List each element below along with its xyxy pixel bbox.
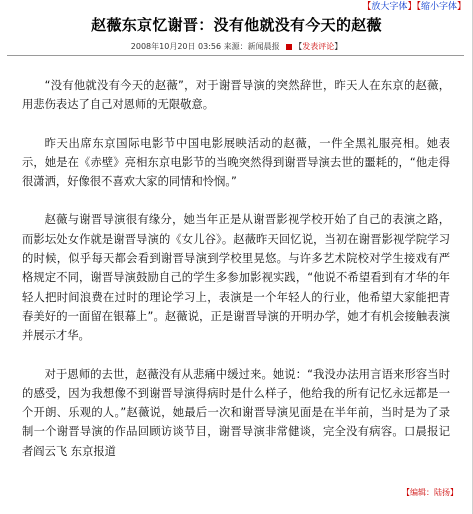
shrink-font-link[interactable]: 缩小字体 [420,2,457,12]
bracket-close: 】 [450,488,458,497]
article-paragraph-3: 赵薇与谢晋导演很有缘分，她当年正是从谢晋影视学校开始了自己的表演之路，而影坛处女作就是谢晋导演的《女儿谷》。赵薇昨天回忆说，当初在谢晋影视学院学习的时候，似乎每天都会看到谢晋导演到学校里晃悠。与许多艺术院校对学生接戏有严格规定不同，谢晋导演鼓励自己的学生多参加影视实践，“他说不希望看到有才华的年轻人把时间浪费在过时的理论学习上，表演是一个年轻人的行业，他希望大家能把青春美好的一面留在银幕上”。赵薇说，正是谢晋导演的开明办学，她才有机会接触表演并展示才华。 [22,213,450,343]
enlarge-font-link[interactable]: 放大字体 [371,2,408,12]
bracket-close: 】 [334,42,343,51]
bracket-open: 【 [402,488,410,497]
editor-name: 陆扬 [434,488,450,497]
article-paragraph-1: “没有他就没有今天的赵薇”，对于谢晋导演的突然辞世，昨天人在东京的赵薇，用悲伤表达了自己对恩师的无限敬意。 [22,79,450,112]
article-paragraph-4: 对于恩师的去世，赵薇没有从悲痛中缓过来。她说：“我没办法用言语来形容当时的感受，因为我想像不到谢晋导演得病时是什么样子，他给我的所有记忆永远都是一个开朗、乐观的人。”赵薇说，她最后一次和谢晋导演见面是在半年前，当时是为了录制一个谢晋导演的作品回顾访谈节目，谢晋导演非常健谈，完全没有病容。口晨报记者阎云飞 东京报道 [22,367,450,458]
source-name: 新闻晨报 [247,42,280,51]
post-comment-link[interactable]: 发表评论 [302,42,335,51]
title-divider [7,55,464,56]
article-meta [0,42,473,52]
editor-credit [402,488,458,498]
bracket-open: 【 [294,42,303,51]
publish-date: 2008年10月20日 [130,42,196,51]
bracket-close: 】 [456,2,466,12]
bracket-open: 【 [362,2,372,12]
article-title: 赵薇东京忆谢晋：没有他就没有今天的赵薇 [91,16,382,34]
article-body [22,76,450,480]
editor-label: 编辑： [410,488,434,497]
publish-time: 03:56 [198,42,222,51]
bracket-close: 】 [407,2,417,12]
bracket-open: 【 [416,2,421,12]
source-label: 来源： [223,42,248,51]
comment-icon [286,44,292,50]
article-paragraph-2: 昨天出席东京国际电影节中国电影展映活动的赵薇，一件全黑礼服亮相。她表示，她是在《赤壁》亮相东京电影节的当晚突然得到谢晋导演去世的噩耗的，“他走得很潇洒，好像很不喜欢大家的同情和怜悯。” [22,136,450,189]
font-size-toolbar [362,2,466,12]
